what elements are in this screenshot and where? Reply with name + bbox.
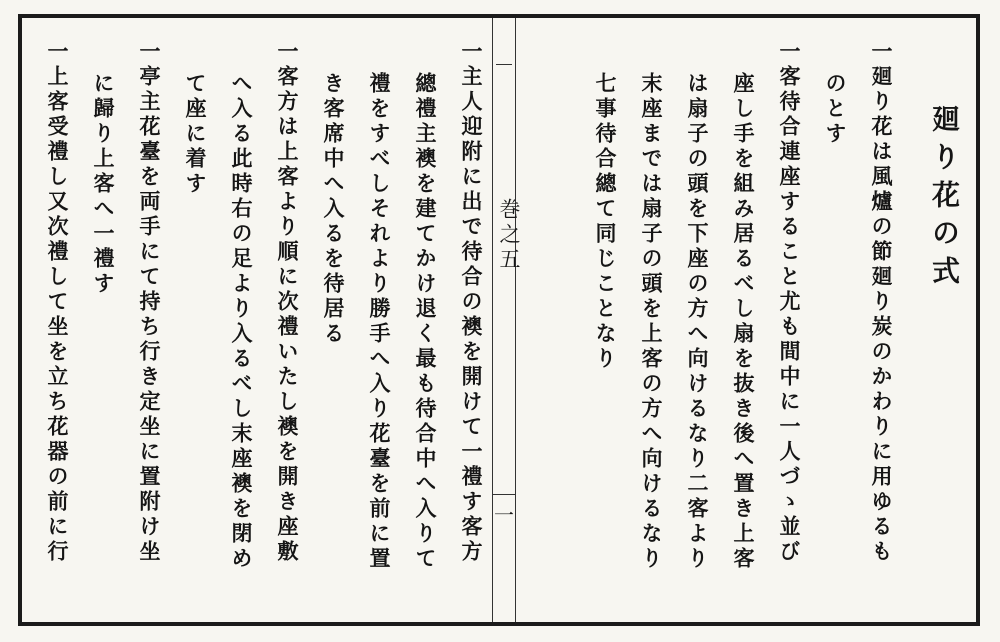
text-column: は扇子の頭を下座の方へ向けるなり二客より [685,72,710,572]
text-column: 一客方は上客より順に次禮いたし襖を開き座敷 [275,40,300,565]
left-page [22,18,492,622]
text-column: 座し手を組み居るべし扇を抜き後へ置き上客 [731,72,756,572]
text-column: て座に着す [183,72,208,197]
text-column: へ入る此時右の足より入るべし末座襖を閉め [229,72,254,572]
text-column: 一客待合連座すること尤も間中に一人づゝ並び [777,40,802,565]
text-column: 七事待合總て同じことなり [593,72,618,372]
book-spread [18,14,980,626]
volume-label: 巻之五 [497,198,521,273]
text-column: 末座までは扇子の頭を上客の方へ向けるなり [639,72,664,572]
text-column: 一上客受禮し又次禮して坐を立ち花器の前に行 [45,40,70,565]
page-number: 一 [493,494,515,528]
page-gutter [492,18,521,622]
text-column: 一亭主花臺を両手にて持ち行き定坐に置附け坐 [137,40,162,565]
text-column: 一主人迎附に出で待合の襖を開けて一禮す客方 [459,40,484,565]
text-column: に歸り上客へ一禮す [91,72,116,297]
gutter-mark [496,34,512,65]
text-column: 一廻り花は風爐の節廻り炭のかわりに用ゆるも [869,40,894,565]
text-column: き客席中へ入るを待居る [321,72,346,347]
text-column: のとす [823,72,848,147]
text-column: 總禮主襖を建てかけ退く最も待合中へ入りて [413,72,438,572]
section-title: 廻り花の式 [928,104,961,294]
text-column: 禮をすべしそれより勝手へ入り花臺を前に置 [367,72,392,572]
right-page [508,18,976,622]
